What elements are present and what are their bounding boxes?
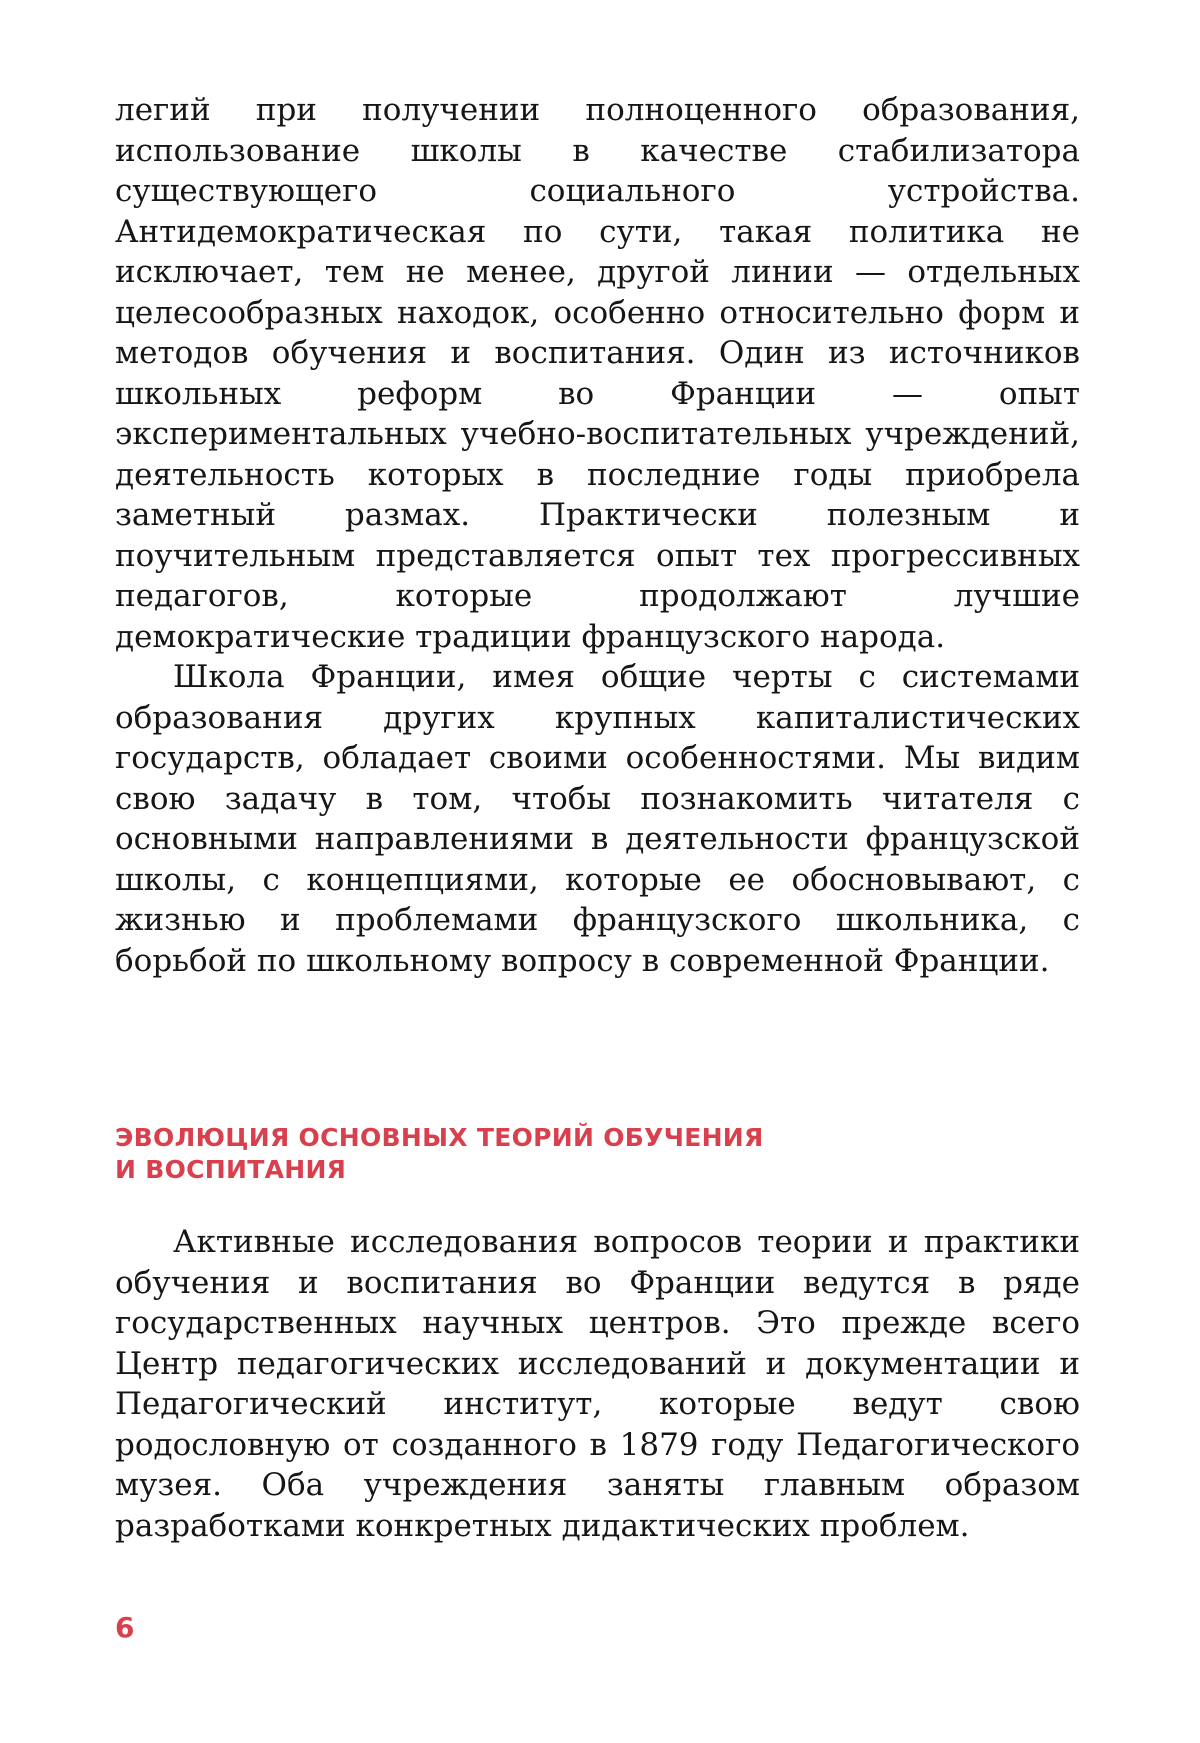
- paragraph-continuation: легий при получении полноценного образования, использование школы в качестве стабилизатора существующего социального устройства. Антидемократическая по сути, такая политика не исключает, тем не менее, другой линии — отдельных целесообразных находок, особенно относительно форм и методов обучения и воспитания. Один из источников школьных реформ во Франции — опыт экспериментальных учебно-воспитательных учреждений, деятельность которых в последние годы приобрела заметный размах. Практически полезным и поучительным представляется опыт тех прогрессивных педагогов, которые продолжают лучшие демократические традиции французского народа.: [115, 92, 1080, 655]
- body-text: [115, 90, 1080, 981]
- section-heading-line: ЭВОЛЮЦИЯ ОСНОВНЫХ ТЕОРИЙ ОБУЧЕНИЯ: [115, 1123, 764, 1152]
- section-heading-line: И ВОСПИТАНИЯ: [115, 1155, 347, 1184]
- paragraph: Активные исследования вопросов теории и практики обучения и воспитания во Франции ведутся в ряде государственных научных центров. Это прежде всего Центр педагогических исследований и документации и Педагогический институт, которые ведут свою родословную от созданного в 1879 году Педагогического музея. Оба учреждения заняты главным образом разработками конкретных дидактических проблем.: [115, 1224, 1080, 1544]
- page-number: 6: [115, 1611, 135, 1644]
- paragraph: Школа Франции, имея общие черты с системами образования других крупных капиталистических государств, обладает своими особенностями. Мы видим свою задачу в том, чтобы познакомить читателя с основными направлениями в деятельности французской школы, с концепциями, которые ее обосновывают, с жизнью и проблемами французского школьника, с борьбой по школьному вопросу в современной Франции.: [115, 659, 1080, 979]
- section-text: [115, 1222, 1080, 1546]
- section-heading: [115, 1122, 1015, 1186]
